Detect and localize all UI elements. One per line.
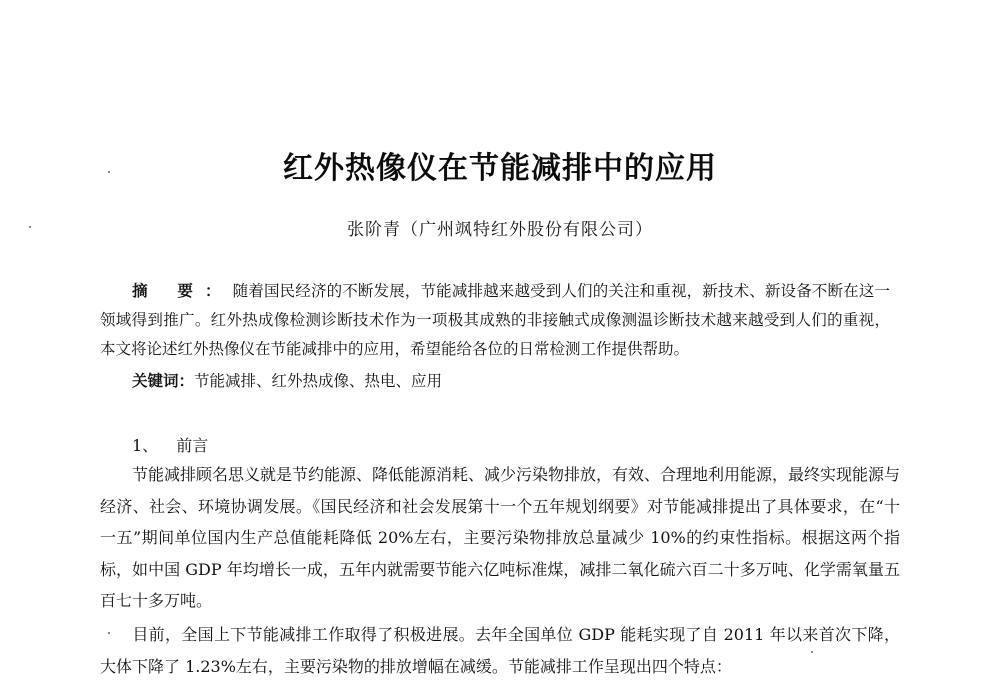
- scan-speck: [108, 632, 110, 634]
- abstract-text: 随着国民经济的不断发展，节能减排越来越受到人们的关注和重视，新技术、新设备不断在这一领域得到推广。红外热成像检测诊断技术作为一项极其成熟的非接触式成像测温诊断技术越来越受到人们的重视，本文将论述红外热像仪在节能减排中的应用，希望能给各位的日常检测工作提供帮助。: [100, 282, 890, 358]
- scan-speck: [811, 651, 813, 653]
- section-heading: [132, 433, 208, 456]
- abstract-block: [100, 276, 890, 364]
- body-paragraph: [100, 619, 900, 682]
- paragraph-text: 节能减排顾名思义就是节约能源、降低能源消耗、减少污染物排放，有效、合理地利用能源，最终实现能源与经济、社会、环境协调发展。《国民经济和社会发展第十一个五年规划纲要》对节能减排提出了具体要求，在“十一五”期间单位国内生产总值能耗降低 20%左右，主要污染物排放总量减少 10%的约束性指标。根据这两个指标，如中国 GDP 年均增长一成，五年内就需要节能六亿吨标准煤，减排二氧化硫六百二十多万吨、化学需氧量五百七十多万吨。: [100, 465, 901, 610]
- keywords-line: [132, 369, 442, 391]
- scan-speck: [29, 226, 31, 228]
- scan-speck: [108, 171, 110, 173]
- paragraph-text: 目前，全国上下节能减排工作取得了积极进展。去年全国单位 GDP 能耗实现了自 2011 年以来首次下降，大体下降了 1.23%左右，主要污染物的排放增幅在减缓。节能减排工作呈现出四个特点：: [100, 625, 900, 676]
- body-paragraph: [100, 459, 900, 617]
- keywords-label: 关键词：: [132, 371, 195, 390]
- abstract-label: 摘 要：: [132, 281, 233, 300]
- keywords-text: 节能减排、红外热成像、热电、应用: [194, 372, 443, 390]
- section-title: 前言: [176, 436, 209, 455]
- author-line: 张阶青（广州飒特红外股份有限公司）: [347, 220, 653, 240]
- section-number: 1、: [132, 436, 159, 455]
- page-title: 红外热像仪在节能减排中的应用: [283, 151, 717, 186]
